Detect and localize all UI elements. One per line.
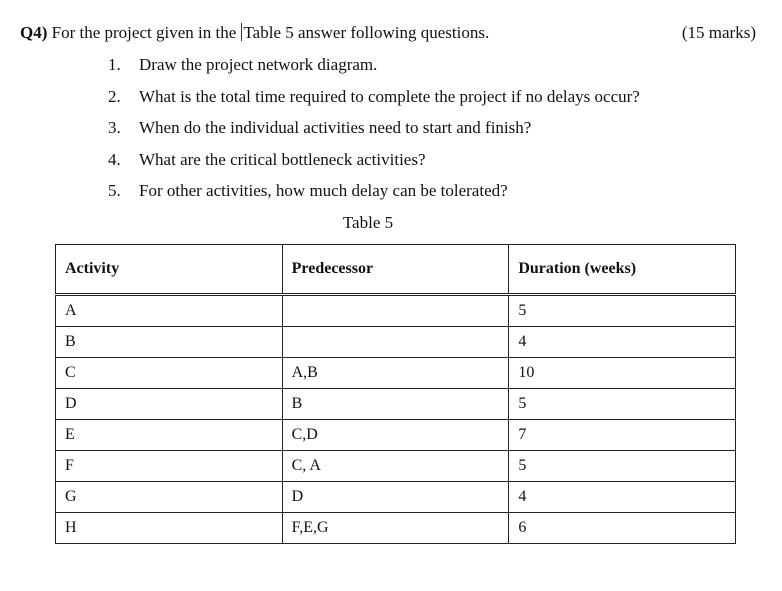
header-predecessor: Predecessor bbox=[282, 245, 509, 295]
predecessor-cell: A,B bbox=[282, 358, 509, 389]
table-caption: Table 5 bbox=[342, 213, 394, 232]
table-row bbox=[56, 389, 736, 420]
task-number: 2. bbox=[108, 86, 121, 106]
predecessor-cell bbox=[282, 295, 509, 327]
header-activity: Activity bbox=[56, 245, 283, 295]
task-text: What are the critical bottleneck activities? bbox=[139, 149, 426, 169]
task-text: What is the total time required to complete the project if no delays occur? bbox=[139, 86, 640, 106]
header-duration: Duration (weeks) bbox=[509, 245, 736, 295]
table-row bbox=[56, 451, 736, 482]
task-item bbox=[108, 86, 640, 118]
activity-cell: G bbox=[56, 482, 283, 513]
question-heading bbox=[20, 22, 756, 44]
task-list bbox=[108, 54, 640, 212]
table-row bbox=[56, 327, 736, 358]
task-number: 1. bbox=[108, 55, 121, 74]
activity-cell: E bbox=[56, 420, 283, 451]
duration-cell: 4 bbox=[509, 482, 736, 513]
predecessor-cell: B bbox=[282, 389, 509, 420]
task-item bbox=[108, 180, 640, 212]
activity-cell: B bbox=[56, 327, 283, 358]
activity-cell: H bbox=[56, 513, 283, 544]
table-row bbox=[56, 420, 736, 451]
activity-cell: D bbox=[56, 389, 283, 420]
predecessor-cell: D bbox=[282, 482, 509, 513]
activity-cell: C bbox=[56, 358, 283, 389]
table-row bbox=[56, 358, 736, 389]
task-text: For other activities, how much delay can be tolerated? bbox=[139, 181, 508, 200]
duration-cell: 5 bbox=[509, 451, 736, 482]
duration-cell: 5 bbox=[509, 389, 736, 420]
table-header-row bbox=[56, 245, 736, 295]
predecessor-cell: C,D bbox=[282, 420, 509, 451]
task-number: 3. bbox=[108, 118, 121, 137]
duration-cell: 4 bbox=[509, 327, 736, 358]
predecessor-cell: C, A bbox=[282, 451, 509, 482]
table-row bbox=[56, 295, 736, 327]
task-item bbox=[108, 54, 640, 86]
activity-cell: F bbox=[56, 451, 283, 482]
duration-cell: 10 bbox=[509, 358, 736, 389]
duration-cell: 6 bbox=[509, 513, 736, 544]
task-item bbox=[108, 117, 640, 149]
table-row bbox=[56, 482, 736, 513]
table-row bbox=[56, 513, 736, 544]
duration-cell: 7 bbox=[509, 420, 736, 451]
predecessor-cell: F,E,G bbox=[282, 513, 509, 544]
task-item bbox=[108, 149, 640, 181]
task-number: 4. bbox=[108, 149, 121, 169]
predecessor-cell bbox=[282, 327, 509, 358]
task-text: When do the individual activities need to start and finish? bbox=[139, 118, 532, 137]
task-number: 5. bbox=[108, 181, 121, 200]
question-text-start: For the project given in the bbox=[51, 23, 241, 42]
marks-label: (15 marks) bbox=[681, 23, 756, 42]
question-number: Q4) bbox=[20, 23, 48, 42]
activity-table bbox=[55, 244, 736, 544]
activity-cell: A bbox=[56, 295, 283, 327]
question-text-end: Table 5 answer following questions. bbox=[243, 23, 490, 42]
task-text: Draw the project network diagram. bbox=[139, 55, 378, 74]
duration-cell: 5 bbox=[509, 295, 736, 327]
